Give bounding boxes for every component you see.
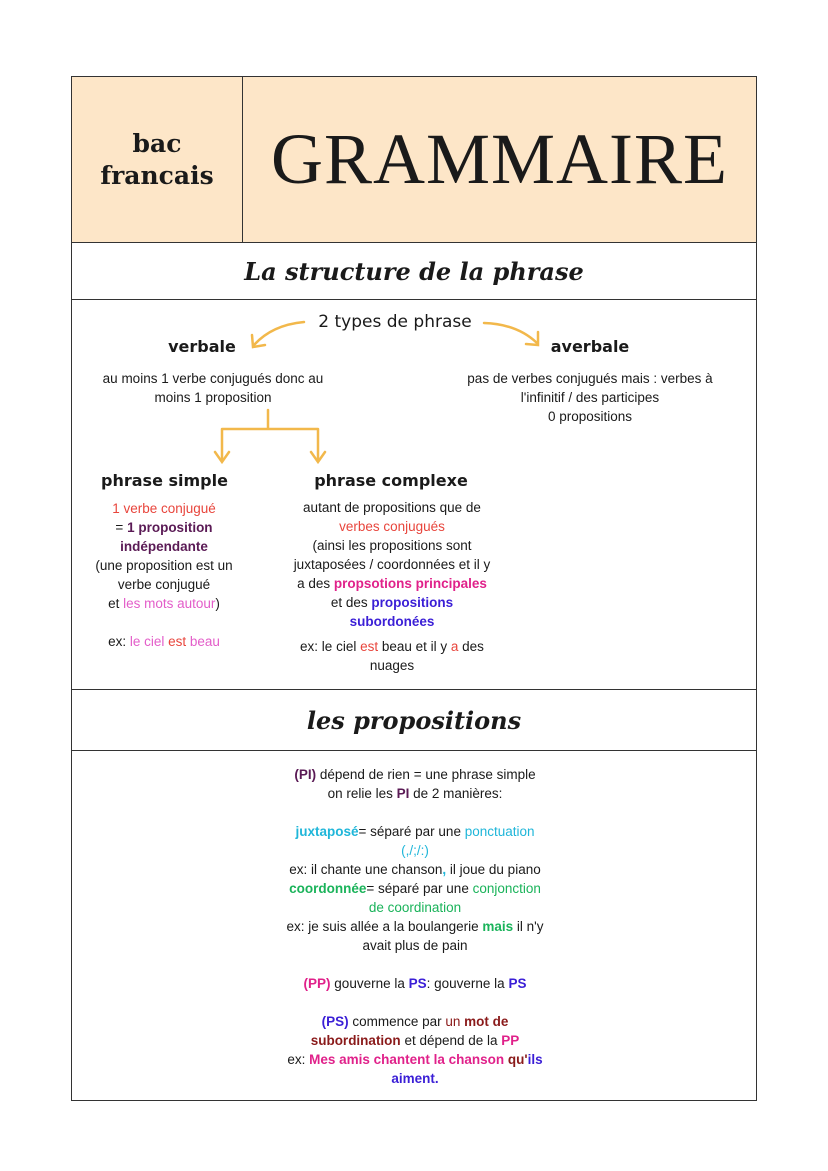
complexe-line5a: a des <box>297 576 334 591</box>
juxt-line3a: ex: il chante une chanson <box>289 862 443 877</box>
complexe-ex-a: ex: le ciel <box>300 639 361 654</box>
ps-line1d: mot de <box>460 1014 509 1029</box>
ps-line3b: Mes amis chantent la chanson <box>309 1052 505 1067</box>
averbale-heading: averbale <box>550 337 630 356</box>
complexe-line6 <box>272 593 512 612</box>
header-subject-line2: francais <box>100 160 214 190</box>
averbale-desc <box>445 369 735 426</box>
pi-line1b: dépend de rien = une phrase simple <box>316 767 536 782</box>
ps-line1c: un <box>445 1014 461 1029</box>
complexe-line5b: propsotions principales <box>333 576 487 591</box>
ps-line2 <box>255 1031 575 1050</box>
simple-desc <box>78 499 250 651</box>
ps-line3d: ils <box>527 1052 543 1067</box>
complexe-line3: (ainsi les propositions sont <box>312 538 472 553</box>
simple-line2b: 1 proposition <box>127 520 213 535</box>
complexe-line7: subordonées <box>349 614 435 629</box>
juxt-line3b: , <box>442 862 447 877</box>
simple-ex-d: beau <box>186 634 220 649</box>
ps-line4: aiment. <box>391 1071 439 1086</box>
juxt-line1a: juxtaposé <box>295 824 359 839</box>
simple-line5: verbe conjugué <box>117 577 211 592</box>
simple-line4: (une proposition est un <box>95 558 233 573</box>
complexe-example <box>272 637 512 656</box>
pi-line2c: de 2 manières: <box>409 786 503 801</box>
juxt-line2: (,/;/:) <box>401 843 429 858</box>
ps-line2a: subordination <box>310 1033 401 1048</box>
simple-ex-a: ex: <box>108 634 130 649</box>
averbale-desc-line2: l'infinitif / des participes <box>520 390 660 405</box>
arrow-to-verbale <box>254 322 304 345</box>
verbale-heading: verbale <box>168 337 236 356</box>
branch-connector <box>222 410 318 460</box>
coord-line3a: ex: je suis allée a la boulangerie <box>286 919 483 934</box>
ps-line2c: PP <box>501 1033 520 1048</box>
ps-line1b: commence par <box>348 1014 446 1029</box>
coord-line1 <box>255 879 575 898</box>
verbale-desc-line2: moins 1 proposition <box>154 390 272 405</box>
juxt-line1c: ponctuation <box>464 824 535 839</box>
coord-line4: avait plus de pain <box>362 938 468 953</box>
complexe-example-line2: nuages <box>369 658 415 673</box>
complexe-ex-c: beau et il y <box>378 639 451 654</box>
ps-line2b: et dépend de la <box>400 1033 502 1048</box>
complexe-line1: autant de propositions que de <box>303 500 481 515</box>
verbale-desc <box>78 369 348 407</box>
pp-line1b: gouverne la <box>330 976 409 991</box>
simple-line6 <box>78 594 250 613</box>
ps-line1 <box>255 1012 575 1031</box>
coord-line1b: = séparé par une <box>366 881 473 896</box>
ps-line1a: (PS) <box>321 1014 349 1029</box>
section-title-propositions: les propositions <box>72 689 756 751</box>
pi-line2a: on relie les <box>327 786 397 801</box>
ps-line3c: qu' <box>504 1052 528 1067</box>
simple-example <box>78 632 250 651</box>
complexe-ex-d: a <box>450 639 459 654</box>
complexe-line6a: et des <box>330 595 372 610</box>
coord-line3 <box>255 917 575 936</box>
complexe-line6b: propositions <box>371 595 454 610</box>
simple-line3: indépendante <box>120 539 208 554</box>
document-sheet <box>71 76 757 1101</box>
pp-line1 <box>255 974 575 993</box>
types-label: 2 types de phrase <box>318 312 472 332</box>
coord-line1c: conjonction <box>472 881 541 896</box>
section-title-structure: La structure de la phrase <box>72 243 756 300</box>
pp-line1e: PS <box>508 976 527 991</box>
pi-line1 <box>255 765 575 784</box>
page-title: GRAMMAIRE <box>270 119 729 199</box>
pp-line1a: (PP) <box>303 976 331 991</box>
simple-line6c: ) <box>215 596 220 611</box>
verbale-desc-line1: au moins 1 verbe conjugués donc au <box>102 371 324 386</box>
simple-heading: phrase simple <box>101 471 228 490</box>
pi-line2b: PI <box>396 786 410 801</box>
ps-line3a: ex: <box>287 1052 310 1067</box>
pi-line2 <box>255 784 575 803</box>
header-subject-line1: bac <box>132 128 182 158</box>
ps-line3 <box>255 1050 575 1069</box>
coord-line2: de coordination <box>368 900 462 915</box>
juxt-line1b: = séparé par une <box>358 824 465 839</box>
coord-line3c: il n'y <box>513 919 544 934</box>
arrow-to-averbale <box>484 323 537 343</box>
simple-line6b: les mots autour <box>123 596 216 611</box>
simple-ex-c: est <box>168 634 187 649</box>
complexe-line5 <box>272 574 512 593</box>
averbale-desc-line1: pas de verbes conjugués mais : verbes à <box>467 371 713 386</box>
juxt-line3c: il joue du piano <box>446 862 541 877</box>
complexe-ex-b: est <box>360 639 379 654</box>
complexe-desc <box>272 498 512 675</box>
coord-line3b: mais <box>482 919 514 934</box>
propositions-body <box>255 765 575 1088</box>
simple-line1: 1 verbe conjugué <box>112 501 216 516</box>
juxt-line3 <box>255 860 575 879</box>
complexe-line4: juxtaposées / coordonnées et il y <box>293 557 491 572</box>
pi-line1a: (PI) <box>294 767 317 782</box>
pp-line1c: PS <box>408 976 427 991</box>
complexe-line2: verbes conjugués <box>339 519 445 534</box>
simple-ex-b: le ciel <box>129 634 169 649</box>
averbale-desc-line3: 0 propositions <box>547 409 633 424</box>
coord-line1a: coordonnée <box>289 881 367 896</box>
simple-line2 <box>78 518 250 537</box>
simple-line2a: = <box>115 520 128 535</box>
pp-line1d: : gouverne la <box>426 976 509 991</box>
complexe-heading: phrase complexe <box>314 471 468 490</box>
complexe-ex-e: des <box>458 639 484 654</box>
juxt-line1 <box>255 822 575 841</box>
simple-line6a: et <box>108 596 124 611</box>
